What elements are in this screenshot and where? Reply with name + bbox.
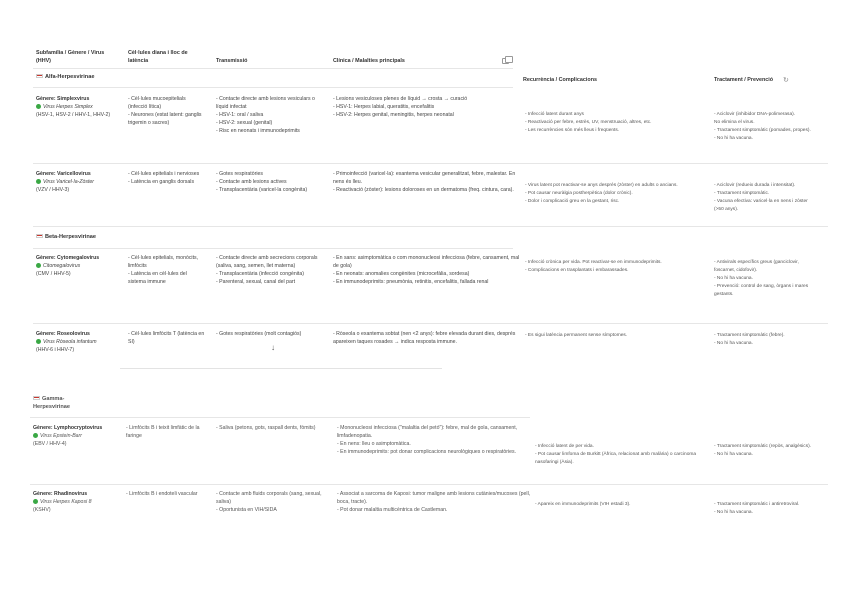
row-cmv-treatment: - Antivirals específics greus (ganciclovir, foscarnet, cidofovir). - No hi ha vacuna. - Prevenció: control de sang, òrgans i mares gestants.	[714, 260, 809, 297]
section-alfa: Alfa-Herpesvirinae	[36, 73, 94, 81]
divider	[33, 323, 828, 324]
divider	[33, 87, 513, 88]
row-simplex-genus: Gènere: Simplexvirus Virus Herpes Simplex (HSV-1, HSV-2 / HHV-1, HHV-2)	[36, 96, 111, 118]
virus-dot-icon	[36, 339, 41, 344]
row-rhadino-cells: - Limfòcits B i endoteli vascular	[126, 491, 198, 497]
row-rhadino-genus: Gènere: Rhadinovirus Virus Herpes Kaposi 8 (KSHV)	[33, 491, 92, 513]
flag-icon	[36, 74, 43, 79]
header-col-genus: Subfamília / Gènere / Virus (HHV)	[36, 50, 105, 64]
row-rhadino-treatment: - Tractament simptomàtic i antiretroviral. - No hi ha vacuna.	[714, 502, 800, 515]
row-simplex-clinical: - Lesions vesiculoses plenes de líquid → crosta → curació - HSV-1: Herpes labial, queratitis, encefalitis - HSV-2: Herpes genital, meningitis, herpes neonatal	[333, 96, 468, 118]
row-cmv-cells: - Cèl·lules epitelials, monòcits, limfòcits - Latència en cèl·lules del sistema immune	[128, 255, 199, 285]
row-rhadino-clinical: - Associat a sarcoma de Kaposi: tumor maligne amb lesions cutànies/mucoses (pell, boca, tracte). - Pot donar malaltia multicèntrica de Castleman.	[337, 491, 531, 513]
flag-icon	[33, 396, 40, 401]
virus-dot-icon	[36, 104, 41, 109]
scroll-down-button[interactable]: ↓	[271, 343, 275, 352]
virus-dot-icon	[36, 179, 41, 184]
virus-dot-icon	[33, 499, 38, 504]
row-roseolo-transmission: - Gotes respiratòries (molt contagiós)	[216, 331, 302, 337]
divider	[33, 163, 828, 164]
divider	[30, 417, 530, 418]
virus-dot-icon	[33, 433, 38, 438]
row-simplex-recurrence: - Infecció latent durant anys - Reactivació per febre, estrès, UV, menstruació, altres, etc. - Les recurrències són més lleus i freqüents.	[525, 112, 652, 133]
divider	[33, 248, 513, 249]
row-rhadino-transmission: - Contacte amb fluids corporals (sang, sexual, saliva) - Oportunista en VIH/SIDA	[216, 491, 322, 513]
row-simplex-cells: - Cèl·lules mucoepitelials (infecció lítica) - Neurones (estat latent: ganglis trigemin o sacres)	[128, 96, 202, 126]
divider	[33, 226, 828, 227]
row-lympho-genus: Gènere: Lymphocryptovirus Virus Epstein-Barr (EBV / HHV-4)	[33, 425, 103, 447]
header-col-transmission: Transmissió	[216, 58, 248, 64]
row-simplex-transmission: - Contacte directe amb lesions vesiculars o líquid infectat - HSV-1: oral / saliva - HSV-2: sexual (genital) - Risc en neonats i immunodeprimits	[216, 96, 315, 134]
virus-dot-icon	[36, 263, 41, 268]
row-cmv-transmission: - Contacte directe amb secrecions corporals (saliva, sang, semen, llet materna) - Transplacentària (infecció congènita) - Parenteral, sexual, canal del part	[216, 255, 318, 285]
row-roseolo-clinical: - Ròseola o exantema sobtat (nen <2 anys): febre elevada durant dies, després apareixen taques rosades → indica resposta immune.	[333, 331, 516, 345]
row-roseolo-genus: Gènere: Roseolovirus Virus Ròseola infantum (HHV-6 i HHV-7)	[36, 331, 97, 353]
row-lympho-treatment: - Tractament simptomàtic (repòs, analgèsics). - No hi ha vacuna.	[714, 444, 812, 457]
section-beta: Beta-Herpesvirinae	[36, 233, 96, 241]
row-varicello-cells: - Cèl·lules epitelials i nervioses - Latència en ganglis dorsals	[128, 171, 200, 185]
row-varicello-transmission: - Gotes respiratòries - Contacte amb lesions actives - Transplacentària (varicel·la congènita)	[216, 171, 308, 193]
row-lympho-cells: - Limfòcits B i teixit limfàtic de la faringe	[126, 425, 200, 439]
row-roseolo-recurrence: - Es sigui latència permanent sense símptomes.	[525, 333, 628, 338]
section-gamma: Gamma- Herpesvirinae	[33, 396, 71, 410]
row-lympho-transmission: - Saliva (petons, gots, raspall dents, fòmits)	[216, 425, 316, 431]
row-cmv-recurrence: - Infecció crònica per vida. Pot reactivar-se en immunodeprimits. - Complicacions en trasplantats i embarassades.	[525, 260, 662, 273]
row-roseolo-cells: - Cèl·lules limfòcits T (latència en SI)	[128, 331, 205, 345]
divider	[120, 368, 442, 369]
flag-icon	[36, 234, 43, 239]
row-roseolo-treatment: - Tractament simptomàtic (febre). - No hi ha vacuna.	[714, 333, 785, 346]
header-col-recurrence: Recurrència / Complicacions	[523, 77, 597, 83]
copy-icon[interactable]	[502, 58, 509, 64]
header-col-clinical: Clínica / Malalties principals	[333, 58, 405, 64]
row-lympho-recurrence: - Infecció latent de per vida. - Pot causar limfoma de Burkitt (Àfrica, relacionat amb malària) o carcinoma nasofaringi (Àsia).	[535, 444, 697, 465]
row-rhadino-recurrence: - Apareix en immunodeprimits (VIH estadi 3).	[535, 502, 631, 507]
row-cmv-genus: Gènere: Cytomegalovirus Citomegalovirus (CMV / HHV-5)	[36, 255, 100, 277]
row-varicello-recurrence: - Virus latent pot reactivar-se anys després (zòster) en adults o ancians. - Pot causar neuràlgia postherpètica (dolor crònic). - Dolor i complicació greu en la gestant, risc.	[525, 183, 678, 204]
divider	[33, 68, 513, 69]
divider	[30, 484, 828, 485]
refresh-icon[interactable]: ↻	[783, 77, 789, 84]
header-col-cells: Cèl·lules diana i lloc de latència	[128, 50, 188, 64]
row-varicello-treatment: - Aciclovir (redueix durada i intensitat). - Tractament simptomàtic. - Vacuna efectiva: varicel·la en nens i zòster (>50 anys).	[714, 183, 808, 212]
row-varicello-clinical: - Primoinfecció (varicel·la): exantema vesicular generalitzat, febre, malestar. En nens és lleu. - Reactivació (zòster): lesions doloroses en un dermatoma (freq. cintura, cara).	[333, 171, 516, 193]
row-lympho-clinical: - Mononucleosi infecciosa ("malaltia del petó"): febre, mal de gola, cansament, limfadenopatia. - En nens: lleu o asimptomàtica. - En immunodeprimits: pot donar complicacions neurològiques o respiratòries.	[337, 425, 518, 455]
row-varicello-genus: Gènere: Varicellovirus Virus Varicel·la-Zòster (VZV / HHV-3)	[36, 171, 95, 193]
header-col-treatment: Tractament / Prevenció	[714, 77, 774, 83]
row-simplex-treatment: - Aciclovir (inhibidor DNA-polimerasa). No elimina el virus. - Tractament simptomàtic (pomades, propes). - No hi ha vacuna.	[714, 112, 811, 141]
row-cmv-clinical: - En sans: asimptomàtica o com mononucleosi infecciosa (febre, cansament, mal de gola) - En neonats: anomalies congènites (microcefàlia, sordesa) - En immunodeprimits: pneumònia, retinitis, encefalitis, fallada renal	[333, 255, 520, 285]
